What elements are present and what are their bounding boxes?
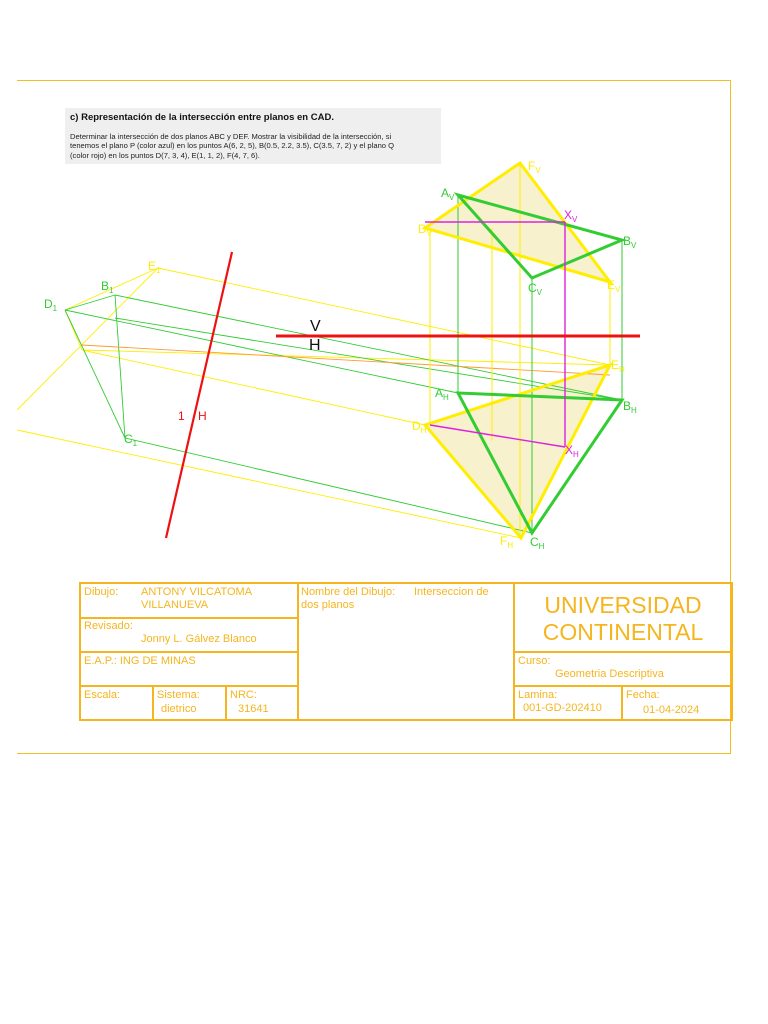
dibujo-value-2: VILLANUEVA — [141, 599, 209, 611]
label-d1: $D_1$ — [44, 297, 58, 313]
eap-value: E.A.P.: ING DE MINAS — [84, 655, 196, 667]
label-ev: $E_V$ — [607, 278, 621, 294]
fold-label-h: H — [309, 337, 321, 354]
aux-fold-label-h: H — [198, 409, 207, 423]
lamina-value: 001-GD-202410 — [523, 702, 602, 714]
label-xv: $X_V$ — [564, 208, 578, 224]
sistema-label: Sistema: — [157, 689, 200, 701]
fecha-value: 01-04-2024 — [643, 704, 700, 716]
university-line-1: UNIVERSIDAD — [544, 592, 702, 618]
cell-eap — [79, 651, 299, 687]
cell-fecha — [621, 685, 733, 721]
lamina-label: Lamina: — [518, 689, 558, 701]
label-ch: $C_H$ — [530, 535, 545, 551]
label-xh: $X_H$ — [565, 443, 579, 459]
cell-sistema — [152, 685, 227, 721]
university-line-2: CONTINENTAL — [542, 619, 704, 645]
curso-value: Geometria Descriptiva — [555, 668, 664, 680]
label-eh: $E_H$ — [611, 358, 625, 374]
sistema-value: dietrico — [161, 703, 197, 715]
problem-line: tenemos el plano P (color azul) en los puntos A(6, 2, 5), B(0.5, 2.2, 3.5), C(3.5, 7, 2) y el plano Q — [70, 141, 395, 151]
label-dh: $D_H$ — [412, 419, 427, 435]
label-e1: $E_1$ — [148, 259, 161, 275]
label-bh: $B_H$ — [623, 399, 637, 415]
fecha-label: Fecha: — [626, 689, 660, 701]
nrc-value: 31641 — [238, 703, 269, 715]
nombre-value-2: dos planos — [301, 599, 355, 611]
nrc-label: NRC: — [230, 689, 257, 701]
cell-escala — [79, 685, 154, 721]
problem-title: c) Representación de la intersección entre planos en CAD. — [70, 112, 334, 123]
cell-lamina — [513, 685, 623, 721]
cell-dibujo — [79, 582, 299, 619]
label-ah: $A_H$ — [435, 386, 449, 402]
fold-label-v: V — [310, 318, 321, 335]
nombre-value-1: Interseccion de — [414, 586, 489, 598]
fold-line-1h — [166, 252, 232, 538]
cell-nrc — [225, 685, 299, 721]
aux-orange-line — [82, 345, 610, 375]
aux-fold-label-1: 1 — [178, 409, 185, 423]
cell-university — [513, 582, 733, 653]
escala-label: Escala: — [84, 689, 121, 701]
cell-curso — [513, 651, 733, 687]
label-b1: $B_1$ — [101, 279, 114, 295]
label-fv: $F_V$ — [528, 159, 541, 175]
problem-line: (color rojo) en los puntos D(7, 3, 4), E(1, 1, 2), F(4, 7, 6). — [70, 150, 260, 160]
label-av: $A_V$ — [441, 186, 455, 202]
label-bv: $B_V$ — [623, 234, 637, 250]
title-block — [79, 582, 733, 721]
cell-revisado — [79, 617, 299, 653]
label-cv: $C_V$ — [528, 281, 543, 297]
revisado-value: Jonny L. Gálvez Blanco — [141, 633, 257, 645]
label-fh: $F_H$ — [500, 534, 514, 550]
dibujo-label: Dibujo: — [84, 586, 119, 598]
dibujo-value-1: ANTONY VILCATOMA — [141, 586, 253, 598]
problem-line: Determinar la intersección de dos planos ABC y DEF. Mostrar la visibilidad de la intersección, si — [70, 132, 392, 141]
cell-nombre — [297, 582, 515, 721]
label-dv: $D_V$ — [418, 222, 433, 238]
curso-label: Curso: — [518, 655, 551, 667]
label-c1: $C_1$ — [124, 432, 138, 448]
revisado-label: Revisado: — [84, 620, 133, 632]
plane-def-top-fill — [425, 365, 610, 538]
nombre-label: Nombre del Dibujo: — [301, 586, 396, 598]
